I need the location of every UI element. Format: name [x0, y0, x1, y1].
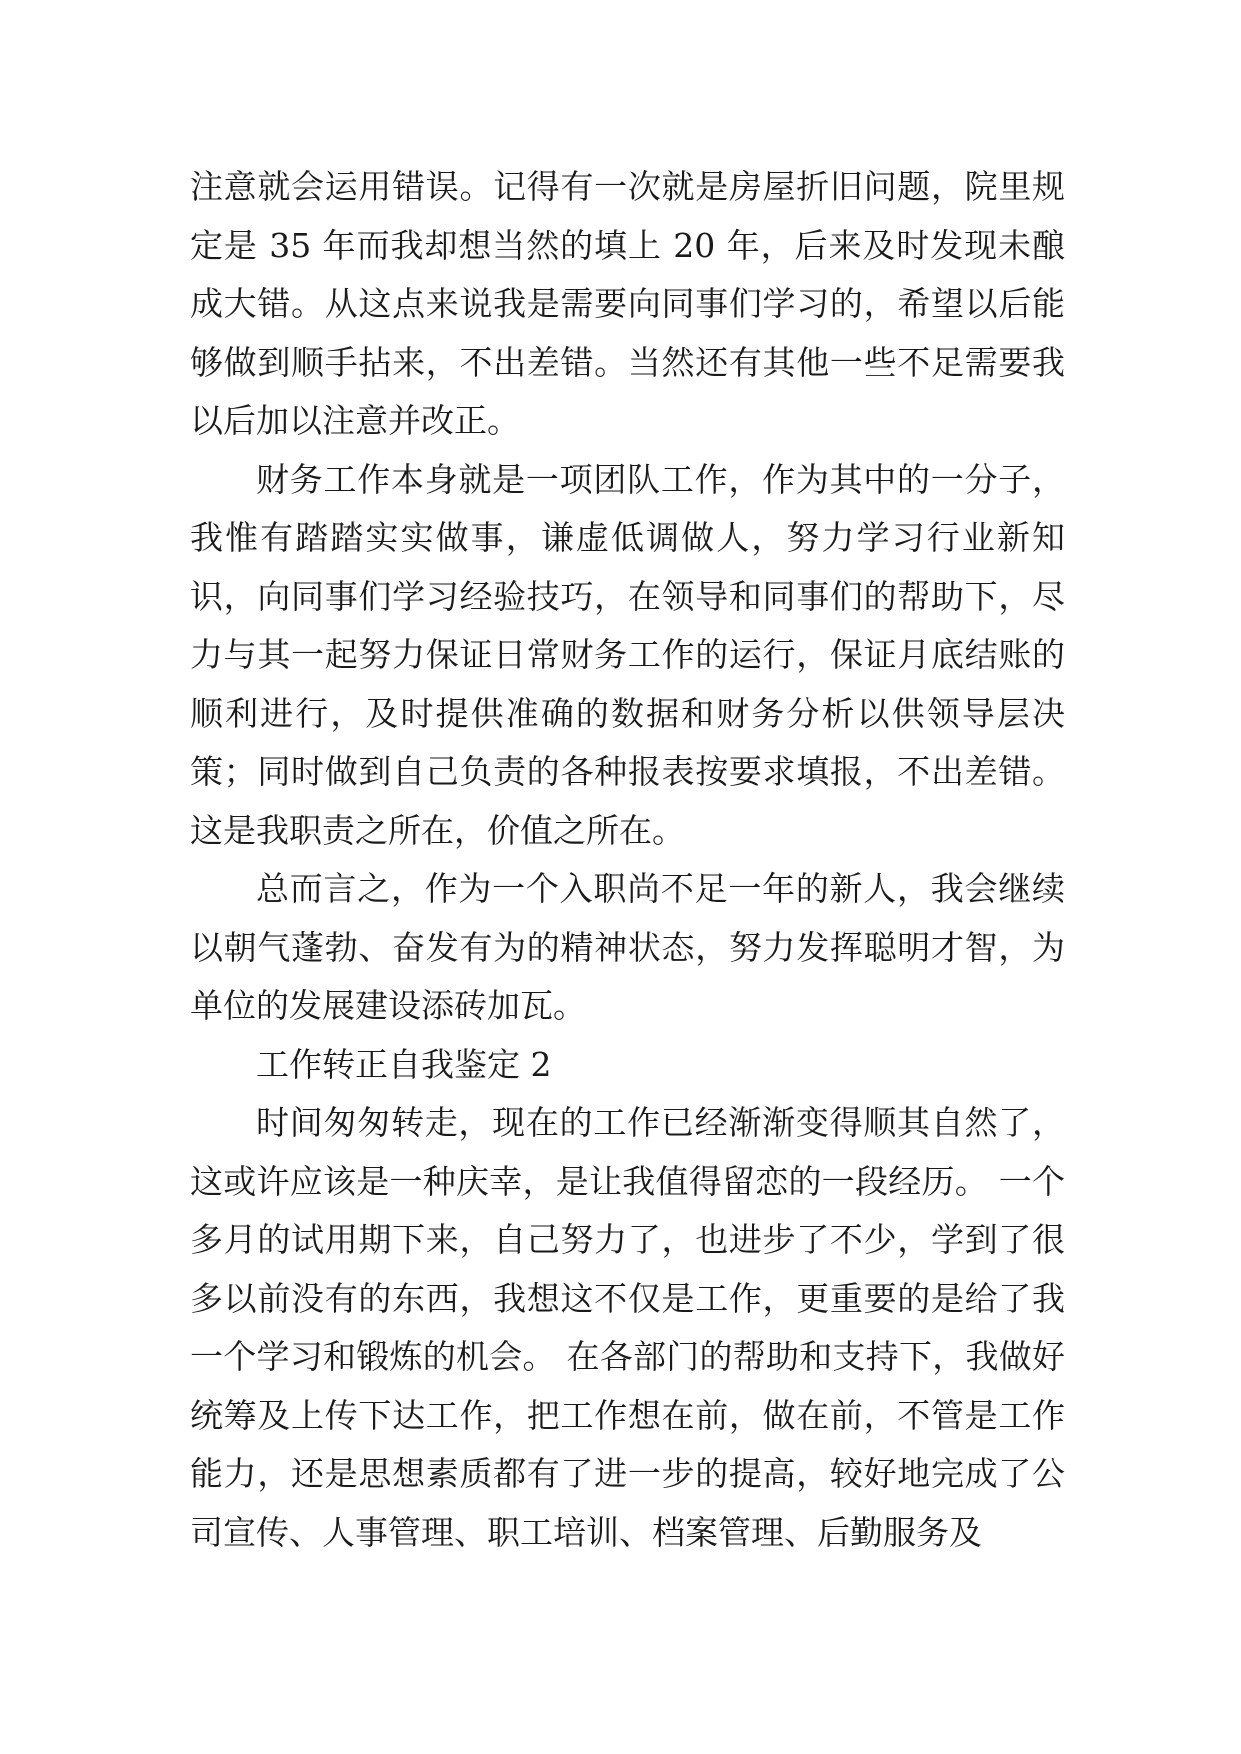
paragraph-summary: 总而言之，作为一个入职尚不足一年的新人，我会继续以朝气蓬勃、奋发有为的精神状态，努力发挥聪明才智，为单位的发展建设添砖加瓦。 [190, 869, 1065, 1025]
section-heading: 工作转正自我鉴定 2 [256, 1044, 552, 1084]
paragraph-teamwork: 财务工作本身就是一项团队工作，作为其中的一分子，我惟有踏踏实实做事，谦虚低调做人，努力学习行业新知识，向同事们学习经验技巧，在领导和同事们的帮助下，尽力与其一起努力保证日常财务工作的运行，保证月底结账的顺利进行，及时提供准确的数据和财务分析以供领导层决策；同时做到自己负责的各种报表按要求填报，不出差错。这是我职责之所在，价值之所在。 [190, 459, 1065, 850]
paragraph-depreciation-error: 注意就会运用错误。记得有一次就是房屋折旧问题，院里规定是 35 年而我却想当然的填上 20 年，后来及时发现未酿成大错。从这点来说我是需要向同事们学习的，希望以后能够做到顺手拈来，不出差错。当然还有其他一些不足需要我以后加以注意并改正。 [190, 167, 1065, 440]
document-body [190, 158, 1065, 1562]
paragraph-probation: 时间匆匆转走，现在的工作已经渐渐变得顺其自然了，这或许应该是一种庆幸，是让我值得留恋的一段经历。 一个多月的试用期下来，自己努力了，也进步了不少，学到了很多以前没有的东西，我想这不仅是工作，更重要的是给了我一个学习和锻炼的机会。 在各部门的帮助和支持下，我做好统筹及上传下达工作，把工作想在前，做在前，不管是工作能力，还是思想素质都有了进一步的提高，较好地完成了公司宣传、人事管理、职工培训、档案管理、后勤服务及 [190, 1103, 1065, 1552]
